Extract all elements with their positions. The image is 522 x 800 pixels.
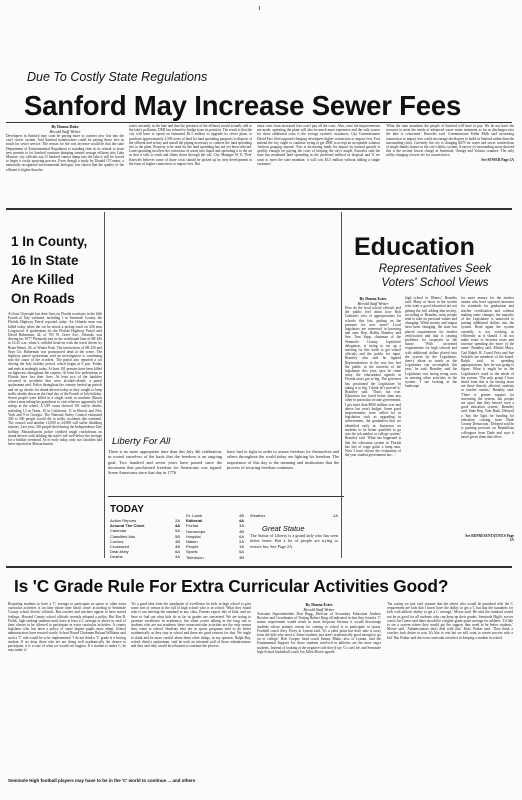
c-grade-column-2: 'It's a good idea from the standpoint of excellence for kids in high school to give some sort of reason in the fall of high school who is in school. What they found who is not meeting the standard in any class. Parents expect this of kids, and we have to find out what kids do as far as grades are concerned. We are trying to promote excellence in academics, but when you're talking in the long run to students who are not academic these extracurricular activities are the only reason they come to school. Students who are in sports programs tend to do better academically as they stay in school and there are good reasons for that. We ought to think and be more careful about these other things, in my opinion. Ralph Ray, school district spokesman, said he took an informal poll of those administrators and they said they would be reluctant to continue the process. xyxy=(131,602,251,649)
index-entry[interactable]: Deaths 4A xyxy=(110,554,180,560)
road-headline-line-2: 16 In State xyxy=(11,253,79,268)
education-jump: See REPRESENTATIVES Page 3A xyxy=(465,534,514,543)
index-entry[interactable]: Action Reports 2A xyxy=(110,518,180,523)
section-rule xyxy=(6,208,512,210)
section-rule xyxy=(6,566,512,568)
weather-entry[interactable]: Weather 2A xyxy=(250,513,338,518)
education-column-1 xyxy=(345,296,401,558)
column-divider xyxy=(104,212,105,558)
story-column-1 xyxy=(6,124,124,200)
liberty-column-1: There is no more appropriate time than this July 4th celebration, in rooted ourselves of the basis that the freedom is an ongoing goal. Two hundred and seven years have passed since the document that proclaimed freedom for Americans was signed. Some Americans since that day in 1776 xyxy=(108,449,222,476)
c-grade-text-1: Requiring students to have a 'C' average to participate in sports or other extra curricular activities is 'an idea whose time hasn't come' according to Seminole County school district officials. But coaches and teachers appear to have mixed feelings. Howard County school officials recently adopted a policy. But Ron B. Fields, high ranking students must have at least a C average or above in each of their classes to be allowed to participate in extra curricular activities. A county legislator who has been a policy of some degree pupils must adopt. School administrators have reacted warily. School Board Chairman Ruland Williams said such a 'C' rule would be to be implemented. 'I do not think a 'C' grade is a forcing student. If we deny those who are not doing well academically the chance to participate, it is a case of what we would see happen. If a student is under C, he may make it.' xyxy=(8,602,126,653)
c-grade-byline-staff: Herald Staff Writer xyxy=(303,607,335,612)
index-entry[interactable]: Crossword 4B xyxy=(110,544,180,550)
road-deaths-text: At least 16 people lost their lives on Florida roadways in the fifth Fourth of July weekend, including 1 in Seminole County, the Florida Highway Patrol reported today. An Orlando man was killed today when the car he struck a pickup truck on 436 near Longwood. A spokesman for the Florida Highway Patrol said David Haberman, 42, of 705 W. Greer Ave., Orlando, was driving his 1977 Plymouth east in the westbound lane of SR 436 at 12:45 a.m. when it collided head-on with the truck driven by Brian Hanes, 26, of Winter Park. The intersection of SR 436 and Starr Cir. Haberman was pronounced dead at the scene. The highway patrol spokesman said an investigation is continuing into the cause of the accident. The patrol also reported a car driving the July holiday period, which began at 6 p.m. Friday and ends at midnight today. At least 101 persons have been killed on highways throughout the country. At least five pedestrians in Florida have lost their lives. At least two of the fatalities occurred in accidents that were alcohol-related, a patrol spokesman said. Police throughout the country beefed up patrols and set up checks for drunk drivers today as they sought to keep traffic deaths down on the final day of the Fourth of July holiday. Seven people were killed in a single crash in southern Illinois when a man taking his grandsons to visit relatives apparently fell asleep at the wheel. A UPI count showed 101 traffic deaths, including 13 in Texas, 10 in California, 11 in Illinois and New York and 9 in Georgia. The National Safety Council estimated 300 to 500 people would die in traffic accidents this weekend. The council said another 12,000 to 24,000 will suffer disabling injuries. Last year, 330 people died during the Independence Day holiday. Massachusetts police credited tough crackdowns on drunk drivers with holding the state's toll well below the average for a holiday weekend. As of early today, only two fatalities had been reported in Massachusetts. xyxy=(8,312,102,447)
index-entry[interactable]: Calendar 5A xyxy=(110,528,180,534)
c-grade-headline: Is 'C Grade Rule For Extra Curricular Activities Good? xyxy=(14,576,449,596)
index-entry[interactable]: Nation 2A xyxy=(186,539,244,545)
education-byline-staff: Herald Staff Writer xyxy=(357,301,389,306)
c-grade-column-1 xyxy=(8,602,126,770)
c-grade-column-4: 'I'm saying we just can't assume that the others who would be punished with the C requirement are kids that I know have the ability to get a C but that the standards for kids with athletic ability to get a C average,' Moore said. He said the standard would not be as good for all students who can keep up their grades. Seminole High's soccer coach Joe Green said there should be a higher grade point average for athletes. 'I'd like to see a system where they would get the support they need to be better students,' Moore said. 'Administrators don't deal with that.' Kids, Parker said. 'They think a coaches look desire to win. It's like to win but we still want to create success with a kid.' But Parker said the extra curricular activities in keeping a student in school. xyxy=(387,602,513,640)
education-byline: By Donna Estes xyxy=(359,296,387,301)
c-grade-text-3: Assistant Superintendent Don Bagg, Director of Secondary Education Andrew Rossiter and Coordinator of Testing Robert King all indicated in that they found a 'C' minus requirement would result in more dropouts because it would discourage students whose primary reason for coming to school is to participate in sports. Football coach Jerry Posey at Lyman said, 'it's a valid point but don't take it away from the kids who need it. Some students just aren't academically good enough to go on to college.' Bob Cooper, head coach Jimmy Blake, also of Lyman, said the Fundamental Support Act those students involved in athletics are the most eager students. Instead of looking at the negative side they'd say 'Cs can't be' and Seminole high School basketball coach Joe Allen Moore agreed. xyxy=(257,612,381,654)
road-headline-line-3: Are Killed xyxy=(11,272,75,287)
index-entry[interactable]: Around The Clock 4A xyxy=(110,523,180,529)
road-headline-line-1: 1 In County, xyxy=(11,234,88,249)
education-column-2: high school in Illinois,' Brantley said. Many of those in the system who want a good education are not getting the full, adding that society, according to Brantley, most people tend to take on personal values and changing. While money and output have been changing, the state has placed requirements for teacher certification and that is causing problems for taxpayers in the future. 'With increased requirements for high schools and with additional dollars placed into the system by the Legislature, there's about as much as the Legislature can accomplish this year,' he said. Brantley said the Legislature was facing rising costs in meeting other activities in the system. 'I see looking at the landscape xyxy=(405,296,457,389)
road-deaths-headline xyxy=(11,232,87,308)
index-entry[interactable]: Horoscope 4B xyxy=(186,528,244,534)
education-subhead: Representatives Seek Voters' School Views xyxy=(378,263,492,289)
story-byline-staff: Herald Staff Writer xyxy=(49,129,81,134)
index-entry[interactable]: Editorial 4A xyxy=(186,518,244,524)
index-rule xyxy=(108,496,344,497)
index-entry[interactable]: Comics 4B xyxy=(110,538,180,544)
c-grade-byline: By Donna Estes xyxy=(305,602,333,607)
index-right-column xyxy=(186,513,244,560)
story-jump: See SEWER Page 2A xyxy=(481,157,514,162)
great-statue-text: The Statue of Liberty is a grand lady who has seen better times. But a lot of people are trying to restore her. See Page 2A. xyxy=(250,533,338,549)
index-entry[interactable]: Hospital 6A xyxy=(186,533,244,539)
index-entry[interactable]: Dr. Lamb 4B xyxy=(186,513,244,518)
index-entry[interactable]: Florida 3A xyxy=(186,523,244,529)
story-column-4 xyxy=(386,124,514,204)
story-byline: By Donna Duke xyxy=(51,124,79,129)
story-headline: Sanford May Increase Sewer Fees xyxy=(24,90,462,121)
today-title: TODAY xyxy=(110,504,144,515)
education-headline: Education xyxy=(354,233,475,261)
index-entry[interactable]: Dear Abby 6A xyxy=(110,549,180,555)
headline-rule xyxy=(6,122,512,123)
story-kicker: Due To Costly State Regulations xyxy=(27,70,208,84)
page-number: 1 xyxy=(258,6,261,12)
c-grade-column-3 xyxy=(257,602,381,770)
index-entry[interactable]: Classified Ads 5B xyxy=(110,533,180,539)
liberty-column-2: have had to fight in order to assure freedom for themselves and others throughout the world today are fighting for freedom. The importance of this day is the meaning and institutions that the process of securing freedom continues. xyxy=(227,449,339,470)
index-entry[interactable]: People 1B xyxy=(186,544,244,550)
education-column-3 xyxy=(461,296,514,562)
education-text-1: How do the local school officials and the public feel about how Bob Graham's veto of appropriations for schools this fast, putting on the pressure for new taxes? Local legislators are interested in knowing and state Rep. Bobby Brantley and Sen. Tom Sapp, chairman of the Seminole County legislative delegation, is trying to set up a meeting for this week to get school officials and the public for input. Brantley who said he figured Representatives in the way few feel the public in the interests of the legislature this year, says he came away the educational agenda in Florida taxes got to big. The governor has positioned the Legislature 'in taking it to big. I think he's proved it,' Brantley said. 'That's not true. Education has fared better than any other in particular in state government. I get more than $800 million over and above last year's budget. Some good improvements were called for in legislation such as upgrading in achievement, the graduation that we identified early in. Insistence on students to be better qualified to go into the job market or college system,' Brantley said. 'What has happened is that the education system in Florida has lots of wage gains a lump sum. Now I have shown the evaluation of the year student government has ...' xyxy=(345,306,401,458)
education-text-3: for more money for the teacher unions who have opposed increases for standards for graduation and teacher certification and without making some changes, the majority of the Legislature is unmoved to putting additional dollars into the system. Read again the system currently is not working as efficiently as it should. I do not make sense to increase taxes and increase spending the more of the same,' Brantley said. Mickie Mays, Carl Ralph, B. Carrol Fritz and Sue Schraffe are members of the board. Ralph said, in spending appropriations, how he was going to figure. What it might be in the Legislature's work to the needs of the system. 'The only group I have heard from that is for raising taxes are those directly affected, students or teacher unions,' Brantley said. 'There is greater support for increasing the system, but people are upset that they haven't seen a good education system,' Brantley said. State Rep. Tom Bush, Delayed a 'Say the fight for funding for education coming from Dade County Democrats.' Delayed said he is pushing pressure on Republican colleagues from Dade and says it hasn't given them that effect. xyxy=(461,296,514,439)
index-entry[interactable]: Television 3B xyxy=(186,554,244,560)
footer-note: Seminole High football players may have to be in the 'C' world to continue ... and others xyxy=(8,778,196,783)
column-divider xyxy=(341,212,342,558)
liberty-headline: Liberty For All xyxy=(112,436,171,447)
index-entry[interactable]: Sports 6A xyxy=(186,549,244,555)
story-column-2: water currently in the lake and that the presence of the effluent would actually add to the lake's pollution, DER has refused to bridge from its position. The result is that the city will have to spend an estimated $3.5 million to upgrade its sewer plant, to purchase approximately 2,500 acres of land for land spreading purposes to dispose of the effluent and to buy and install the piping necessary to connect the land spreading site to the plant. Property to be used for the land spreading has not yet been selected. Land spreading involves the extraction of waste into liquid and spreading it to the air so that it falls to earth and filters down through the soil. City Manager W. E. 'Pete' Knowles believes some of those costs should be picked up by new development in the form of higher connection or impact fees. But xyxy=(129,124,252,166)
story-column-3: extra costs from increased fees won't pay all the costs. Also, once the improvements are made, operating the plant will also be much more expensive and the only source for those additional costs is the sewage system's customers. City Commissioner David Farr filed opposed charging developers higher connection or impact fees. Farr instead the city ought to continue trying to get DER to accept an acceptable solution 'without gouging anyone'. Farr is increasing funds for impact by normal growth is quickly enough for paying the costs of keeping the city's ample. Knowles said the state has mandated land spreading as the preferred method of disposal and 'if we want to meet the state mandate, it will cost $3.5 million without adding a single customer.' xyxy=(257,124,380,166)
index-left-column xyxy=(110,518,180,560)
great-statue-title: Great Statue xyxy=(262,524,305,533)
road-headline-line-4: On Roads xyxy=(11,291,75,306)
story-text: Developers in Sanford may soon be paying more to connect new lots into the city's sewer system. And Sanford homeowners could be paying those fees as much for sewer service. The reason for the cost increase would be that the state Department of Environmental Regulation is standing firm in its refusal to issue new permits to let Sanford continue dumping treated sewage effluent into Lake Monroe, city officials say. If Sanford cannot dump into the lake it will be forced to begin a costly spraying process. Even though a study by Donald O'Connor, a nationally recognized environmental biologist, has shown that the quality of the effluent is higher than the xyxy=(6,134,124,172)
story-text-end: 'What the state mandates the people of Sanford will have to pay. We do not have the recourse to meet the needs of advanced waste water treatment as far as discharges into the lake is concerned,' Knowles said. Commissioner Eddie Mills said increasing connection or impact fees could encourage developers to build in Sanford rather than the surrounding cities. Currently the city is charging $475 for water and sewer connections of single-family homes to the city's utility system. A survey of surrounding areas showed this is the second lowest charge in Seminole, Orange and Volusia counties. The only utility charging a lower fee for connection is xyxy=(386,124,514,158)
